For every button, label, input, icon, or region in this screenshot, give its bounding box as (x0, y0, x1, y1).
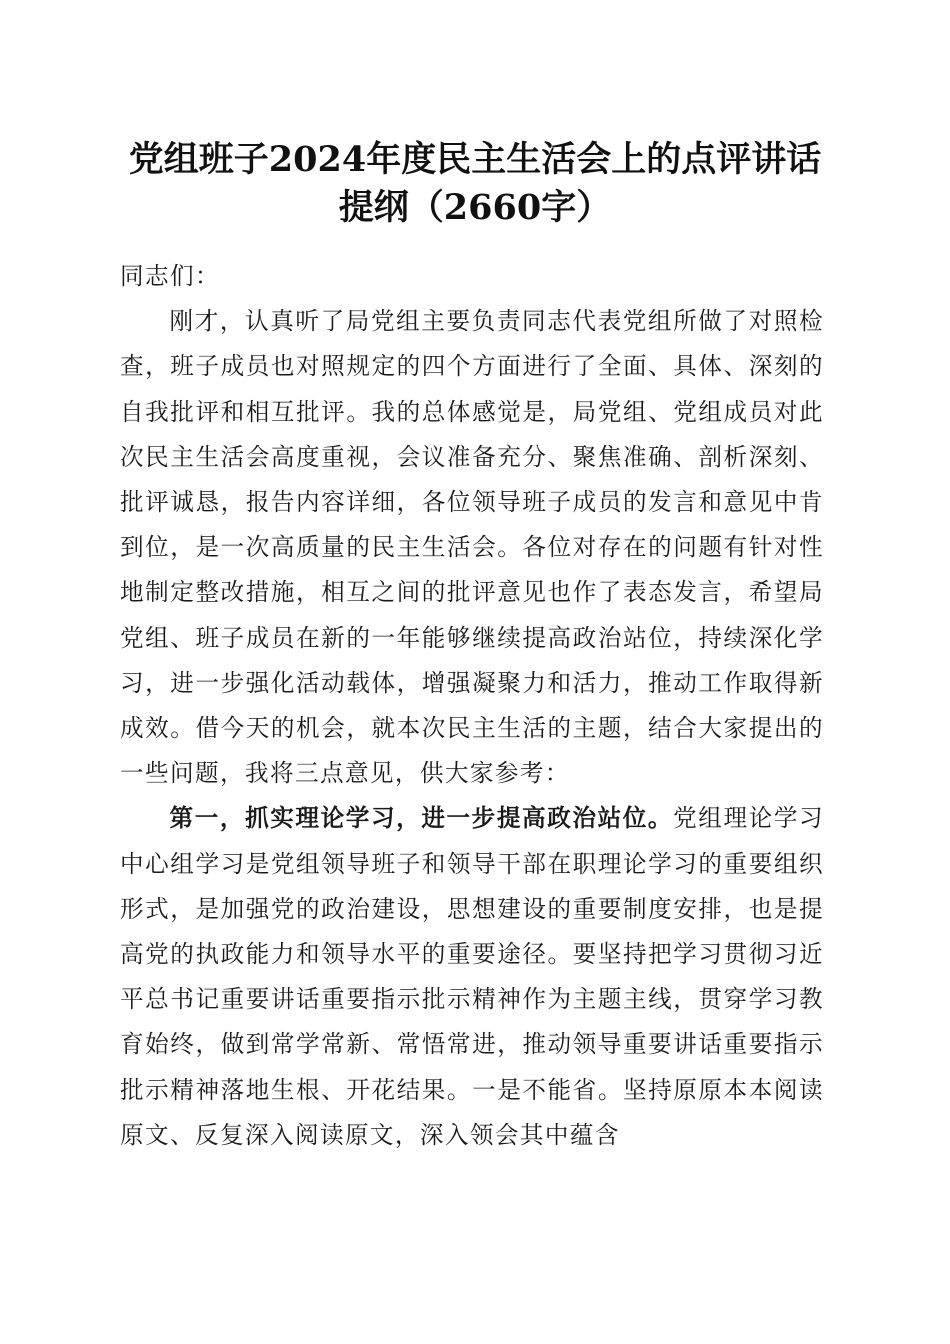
title-line-1: 党组班子2024年度民主生活会上的点评讲话 (128, 139, 822, 180)
paragraph-point-one-lead: 第一，抓实理论学习，进一步提高政治站位。 (169, 804, 674, 833)
document-title (120, 136, 830, 232)
paragraph-intro-text: 刚才，认真听了局党组主要负责同志代表党组所做了对照检查，班子成员也对照规定的四个方面进行了全面、具体、深刻的自我批评和相互批评。我的总体感觉是，局党组、党组成员对此次民主生活会高度重视，会议准备充分、聚焦准确、剖析深刻、批评诚恳，报告内容详细，各位领导班子成员的发言和意见中肯到位，是一次高质量的民主生活会。各位对存在的问题有针对性地制定整改措施，相互之间的批评意见也作了表态发言，希望局党组、班子成员在新的一年能够继续提高政治站位，持续深化学习，进一步强化活动载体，增强凝聚力和活力，推动工作取得新成效。借今天的机会，就本次民主生活的主题，结合大家提出的一些问题，我将三点意见，供大家参考： (120, 307, 824, 788)
salutation: 同志们： (120, 262, 220, 290)
title-line-2: 提纲（2660字） (338, 187, 612, 228)
paragraph-point-one-text: 党组理论学习中心组学习是党组领导班子和领导干部在职理论学习的重要组织形式，是加强党的政治建设，思想建设的重要制度安排，也是提高党的执政能力和领导水平的重要途径。要坚持把学习贯彻习近平总书记重要讲话重要指示批示精神作为主题主线，贯穿学习教育始终，做到常学常新、常悟常进，推动领导重要讲话重要指示批示精神落地生根、开花结果。一是不能省。坚持原原本本阅读原文、反复深入阅读原文，深入领会其中蕴含 (120, 804, 824, 1149)
paragraph-intro (120, 299, 824, 796)
paragraph-point-one (120, 796, 824, 1158)
document-body (120, 254, 824, 1158)
